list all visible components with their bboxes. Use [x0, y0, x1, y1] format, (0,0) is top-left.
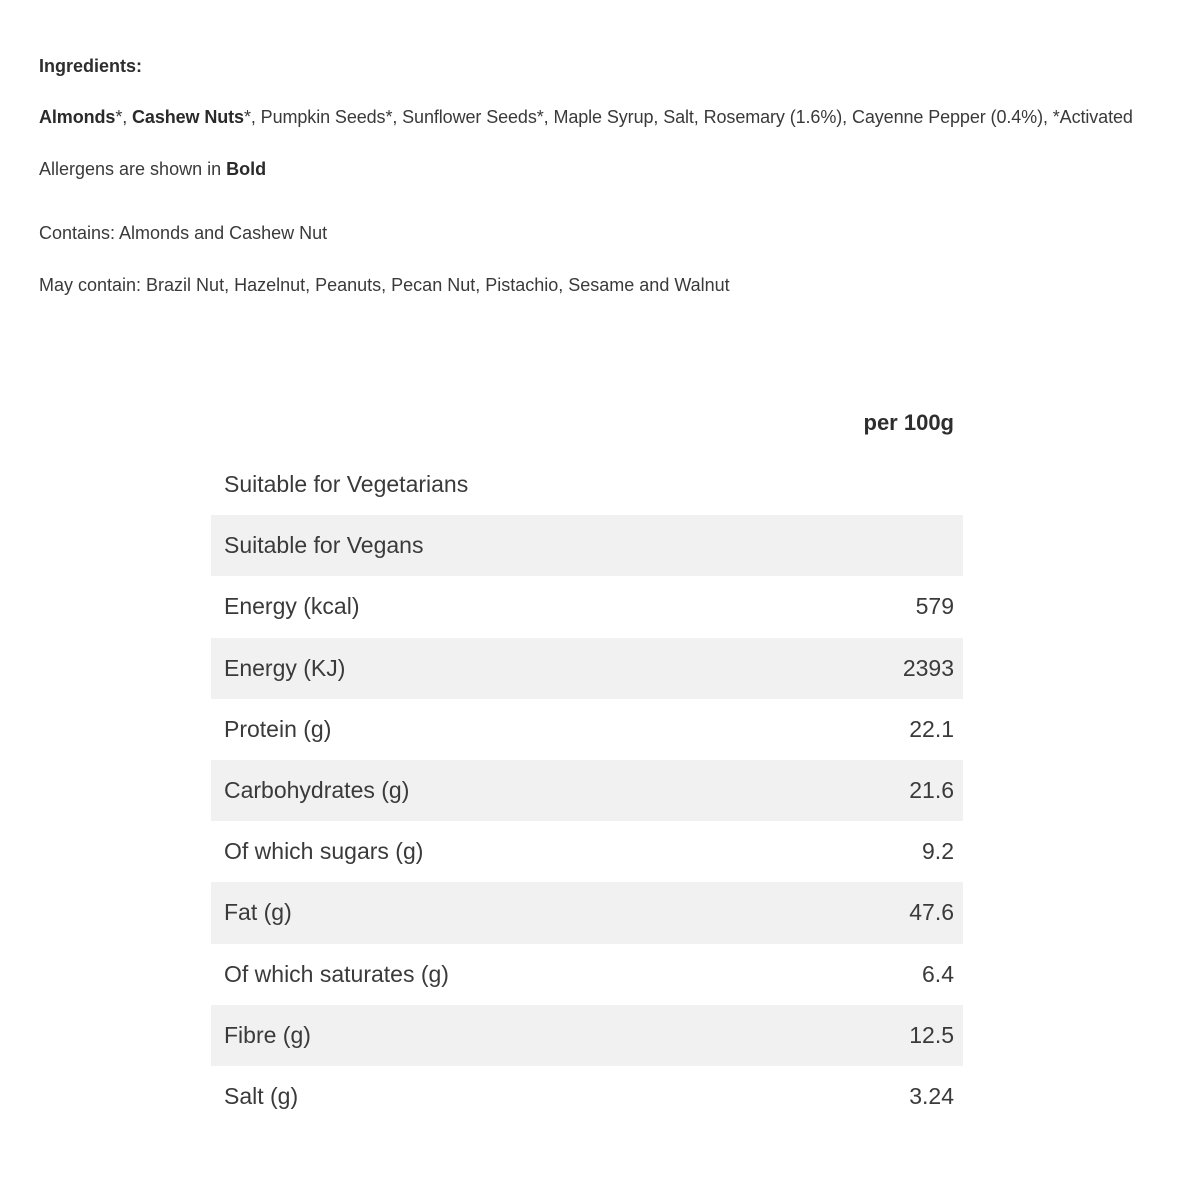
table-row	[211, 454, 963, 515]
nutrient-label: Suitable for Vegetarians	[224, 471, 469, 497]
table-row	[211, 638, 963, 699]
allergens-note	[39, 159, 266, 180]
nutrient-label: Suitable for Vegans	[224, 532, 424, 559]
nutrient-value: 579	[915, 593, 954, 620]
nutrient-value: 22.1	[909, 715, 954, 742]
nutrient-label: Energy (kcal)	[224, 593, 360, 620]
nutrient-label: Salt (g)	[224, 1082, 299, 1109]
table-row	[211, 699, 963, 760]
ingredients-heading: Ingredients:	[39, 56, 143, 76]
nutrient-label: Energy (KJ)	[224, 654, 346, 681]
ingredient-allergen-cashew-nuts: Cashew Nuts	[132, 107, 244, 127]
table-row	[211, 944, 963, 1005]
table-row	[211, 1066, 963, 1127]
nutrient-label: Of which saturates (g)	[224, 960, 449, 987]
nutrient-value: 47.6	[909, 899, 954, 926]
nutrient-value: 3.24	[909, 1082, 954, 1109]
ingredient-separator: *,	[115, 107, 133, 127]
nutrition-table	[211, 454, 963, 1127]
nutrient-value: 6.4	[922, 960, 954, 987]
allergens-note-prefix: Allergens are shown in	[39, 159, 227, 179]
nutrient-label: Fat (g)	[224, 899, 292, 926]
may-contain-statement: May contain: Brazil Nut, Hazelnut, Peanuts, Pecan Nut, Pistachio, Sesame and Walnut	[39, 275, 730, 295]
table-row	[211, 515, 963, 576]
table-row	[211, 821, 963, 882]
ingredient-remaining-list: *, Pumpkin Seeds*, Sunflower Seeds*, Maple Syrup, Salt, Rosemary (1.6%), Cayenne Pepper (0.4%), *Activated	[243, 107, 1133, 127]
nutrient-value: 2393	[902, 654, 954, 681]
table-row	[211, 882, 963, 943]
allergens-note-bold: Bold	[226, 159, 267, 179]
contains-statement: Contains: Almonds and Cashew Nut	[39, 223, 328, 243]
nutrition-column-header: per 100g	[863, 410, 954, 435]
ingredient-allergen-almonds: Almonds	[39, 107, 116, 127]
table-row	[211, 1005, 963, 1066]
nutrient-label: Carbohydrates (g)	[224, 776, 410, 803]
nutrient-value: 12.5	[909, 1021, 954, 1048]
nutrient-label: Of which sugars (g)	[224, 838, 424, 865]
nutrient-label: Fibre (g)	[224, 1021, 311, 1048]
nutrient-label: Protein (g)	[224, 715, 332, 742]
table-row	[211, 576, 963, 637]
table-row	[211, 760, 963, 821]
nutrient-value: 9.2	[922, 838, 954, 865]
ingredients-list	[39, 107, 1133, 128]
nutrient-value: 21.6	[909, 776, 954, 803]
